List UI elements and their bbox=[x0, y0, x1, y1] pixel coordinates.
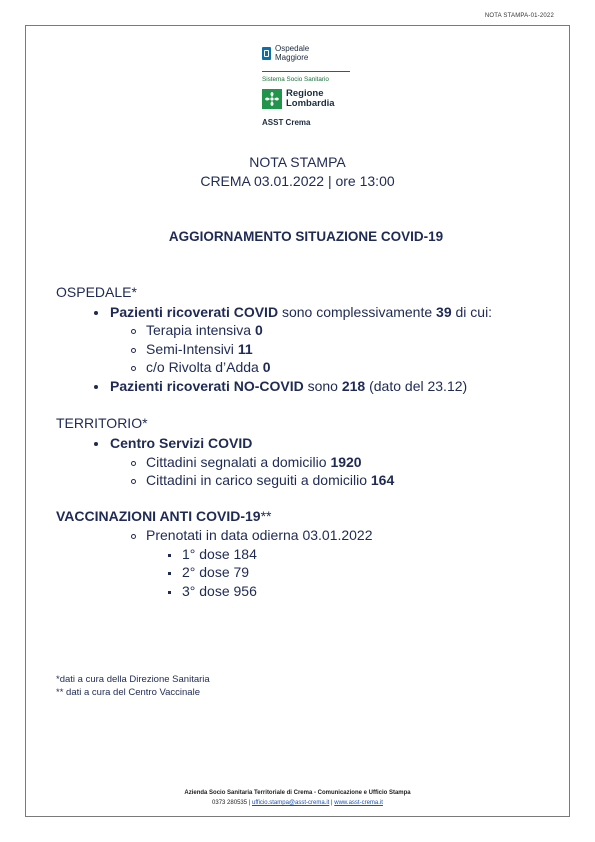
regione-lombardia-rose-icon bbox=[262, 89, 282, 109]
list-item-covid-patients: Pazienti ricoverati COVID sono complessivamente 39 di cui: bbox=[110, 304, 493, 320]
bullet-circle bbox=[131, 479, 136, 484]
bullet-circle bbox=[131, 329, 136, 334]
ospedale-maggiore-mark bbox=[262, 45, 309, 62]
list-item-booked-today: Prenotati in data odierna 03.01.2022 bbox=[146, 527, 373, 543]
dateline: CREMA 03.01.2022 | ore 13:00 bbox=[200, 173, 395, 189]
footer-email-link[interactable]: ufficio.stampa@asst-crema.it bbox=[252, 800, 330, 806]
bullet-dot bbox=[94, 311, 98, 315]
bullet-dot bbox=[94, 385, 98, 389]
section-hospital-title bbox=[56, 284, 137, 300]
footer-contacts: 0373 280535 | ufficio.stampa@asst-crema.it | www.asst-crema.it bbox=[212, 800, 383, 806]
logo-region-line1: Regione bbox=[286, 88, 324, 99]
bullet-circle bbox=[131, 348, 136, 353]
list-item-citizens-reported: Cittadini segnalati a domicilio 1920 bbox=[146, 454, 362, 470]
section-hospital-mark: * bbox=[131, 284, 137, 300]
list-item-noncovid-patients: Pazienti ricoverati NO-COVID sono 218 (dato del 23.12) bbox=[110, 378, 468, 394]
list-item-dose-3: 3° dose 956 bbox=[182, 583, 257, 599]
logo-region-line2: Lombardia bbox=[286, 98, 335, 109]
bullet-circle bbox=[131, 534, 136, 539]
footer-website-link[interactable]: www.asst-crema.it bbox=[334, 800, 383, 806]
list-item-citizens-followed: Cittadini in carico seguiti a domicilio 164 bbox=[146, 472, 395, 488]
bullet-square bbox=[168, 591, 171, 594]
footer-phone: 0373 280535 bbox=[212, 800, 248, 806]
bullet-square bbox=[168, 554, 171, 557]
footer-organization: Azienda Socio Sanitaria Territoriale di Crema - Comunicazione e Ufficio Stampa bbox=[184, 790, 411, 796]
section-vaccination-label: VACCINAZIONI ANTI COVID-19 bbox=[56, 508, 261, 524]
footnote-1: *dati a cura della Direzione Sanitaria bbox=[56, 674, 210, 685]
regione-lombardia-mark bbox=[262, 89, 335, 109]
footnote-2: ** dati a cura del Centro Vaccinale bbox=[56, 686, 200, 698]
list-item-covid-center: Centro Servizi COVID bbox=[110, 435, 253, 451]
logo-divider bbox=[262, 71, 350, 72]
section-hospital-label: OSPEDALE bbox=[56, 284, 132, 300]
main-heading: AGGIORNAMENTO SITUAZIONE COVID-19 bbox=[168, 229, 444, 244]
logo-hospital-line1: Ospedale bbox=[275, 44, 310, 53]
list-item-dose-1: 1° dose 184 bbox=[182, 546, 257, 562]
bullet-circle bbox=[131, 461, 136, 466]
logo-asst: ASST Crema bbox=[262, 118, 311, 127]
logo-hospital-line2: Maggiore bbox=[275, 52, 309, 62]
footnotes bbox=[56, 674, 210, 699]
list-item-intensive-care: Terapia intensiva 0 bbox=[146, 322, 263, 338]
logo-system: Sistema Socio Sanitario bbox=[262, 76, 329, 83]
bullet-circle bbox=[131, 366, 136, 371]
list-item-semi-intensive: Semi-Intensivi 11 bbox=[146, 341, 253, 357]
section-vaccination-mark: ** bbox=[260, 508, 272, 524]
section-vaccination-title bbox=[56, 508, 271, 524]
section-territory-mark: * bbox=[142, 415, 148, 431]
bullet-square bbox=[168, 572, 171, 575]
list-item-rivolta: c/o Rivolta d’Adda 0 bbox=[146, 359, 271, 375]
hospital-icon bbox=[262, 47, 271, 60]
asst-crema-logo bbox=[262, 45, 362, 133]
press-note-title: NOTA STAMPA bbox=[249, 154, 346, 170]
list-item-dose-2: 2° dose 79 bbox=[182, 564, 250, 580]
section-territory-title bbox=[56, 415, 148, 431]
document-code: NOTA STAMPA-01-2022 bbox=[484, 13, 554, 19]
bullet-dot bbox=[94, 442, 98, 446]
section-territory-label: TERRITORIO bbox=[56, 415, 143, 431]
